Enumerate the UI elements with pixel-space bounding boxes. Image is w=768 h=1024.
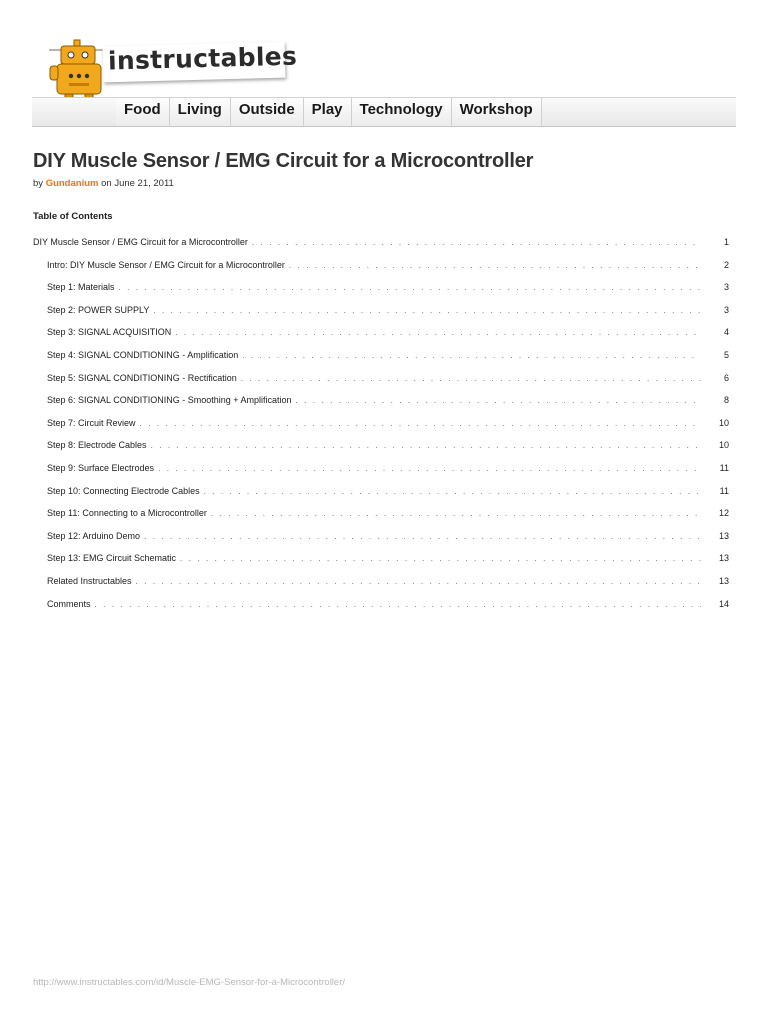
toc-entry-page: 3 [723,282,729,293]
nav-item-living[interactable]: Living [170,98,231,126]
toc-entry-page: 6 [723,372,729,383]
nav-item-play[interactable]: Play [304,98,352,126]
toc-entry[interactable] [33,235,729,249]
toc-entry-page: 14 [718,598,729,609]
toc-dot-leader [151,439,701,453]
toc-entry-page: 8 [723,395,729,406]
toc-entry-label: Step 6: SIGNAL CONDITIONING - Smoothing + Amplification [47,395,292,406]
toc-entry-label: Step 8: Electrode Cables [47,440,147,451]
nav-item-outside[interactable]: Outside [231,98,304,126]
toc-dot-leader [95,598,701,612]
toc-dot-leader [296,394,701,408]
toc-entry-page: 10 [718,440,729,451]
footer-url-link[interactable]: http://www.instructables.com/id/Muscle-EMG-Sensor-for-a-Microcontroller/ [33,977,346,988]
toc-entry-label: Comments [47,598,91,609]
toc-entry-page: 10 [718,417,729,428]
toc-entry-page: 13 [718,553,729,564]
toc-entry-label: Step 9: Surface Electrodes [47,463,155,473]
toc-entry-label: Step 13: EMG Circuit Schematic [47,553,177,564]
toc-entry-label: Step 10: Connecting Electrode Cables [47,485,200,496]
toc-dot-leader [242,349,701,363]
toc-entry-page: 13 [718,530,729,541]
toc-dot-leader [119,281,701,295]
toc-entry[interactable] [47,303,729,317]
toc-entry-page: 11 [719,485,729,496]
toc-entry-page: 4 [723,327,729,338]
site-logo[interactable]: instructables [107,41,298,76]
toc-entry[interactable] [47,438,729,452]
toc-entry-label: Step 12: Arduino Demo [47,530,141,541]
toc-entry-label: Intro: DIY Muscle Sensor / EMG Circuit for a Microcontroller [47,259,285,270]
toc-entry[interactable] [47,371,729,385]
nav-items [116,98,542,126]
toc-entry-label: Related Instructables [47,576,132,586]
toc-entry[interactable] [47,574,729,588]
toc-entry-page: 11 [719,463,729,473]
toc-entry-label: DIY Muscle Sensor / EMG Circuit for a Microcontroller [33,237,248,247]
toc-entry[interactable] [47,551,729,565]
toc-dot-leader [252,236,701,250]
toc-entry-label: Step 3: SIGNAL ACQUISITION [47,327,172,338]
toc-entry[interactable] [47,393,729,407]
toc-dot-leader [180,552,701,566]
toc-dot-leader [140,417,701,431]
toc-entry[interactable] [47,348,729,362]
toc-entry[interactable] [47,280,729,294]
byline [33,178,174,189]
toc-entry-page: 5 [723,350,729,360]
toc-heading: Table of Contents [33,211,113,222]
toc-entry[interactable] [47,258,729,272]
toc-entry-label: Step 7: Circuit Review [47,417,136,428]
toc-dot-leader [175,326,701,340]
toc-entry-label: Step 5: SIGNAL CONDITIONING - Rectification [47,372,237,383]
nav-item-technology[interactable]: Technology [352,98,452,126]
toc-entry[interactable] [47,461,729,475]
toc-dot-leader [144,530,701,544]
toc-entry-page: 13 [718,576,729,586]
toc-entry[interactable] [47,325,729,339]
toc-dot-leader [211,507,701,521]
toc-entry-label: Step 11: Connecting to a Microcontroller [47,508,207,519]
toc-entry-label: Step 4: SIGNAL CONDITIONING - Amplification [47,350,239,360]
toc-entry-page: 2 [723,259,729,270]
toc-entry[interactable] [47,484,729,498]
article-title: DIY Muscle Sensor / EMG Circuit for a Microcontroller [33,150,534,172]
toc-entry[interactable] [47,529,729,543]
toc-dot-leader [158,462,701,476]
toc-entry[interactable] [47,416,729,430]
publish-date: on June 21, 2011 [101,178,174,189]
toc-dot-leader [289,259,701,273]
toc-entry-page: 3 [723,304,729,315]
toc-entry[interactable] [47,506,729,520]
toc-entry-page: 1 [723,237,729,247]
toc-entry-label: Step 1: Materials [47,282,115,293]
toc-entry-label: Step 2: POWER SUPPLY [47,304,150,315]
toc-dot-leader [136,575,701,589]
site-header [0,0,768,130]
nav-item-food[interactable]: Food [116,98,170,126]
author-link[interactable]: Gundanium [45,178,99,189]
toc-dot-leader [153,304,701,318]
byline-prefix: by [33,178,44,189]
toc-dot-leader [241,372,701,386]
toc-entry[interactable] [47,597,729,611]
toc-dot-leader [204,485,701,499]
category-navbar [32,97,736,127]
toc-entry-page: 12 [718,508,729,519]
nav-item-workshop[interactable]: Workshop [452,98,542,126]
